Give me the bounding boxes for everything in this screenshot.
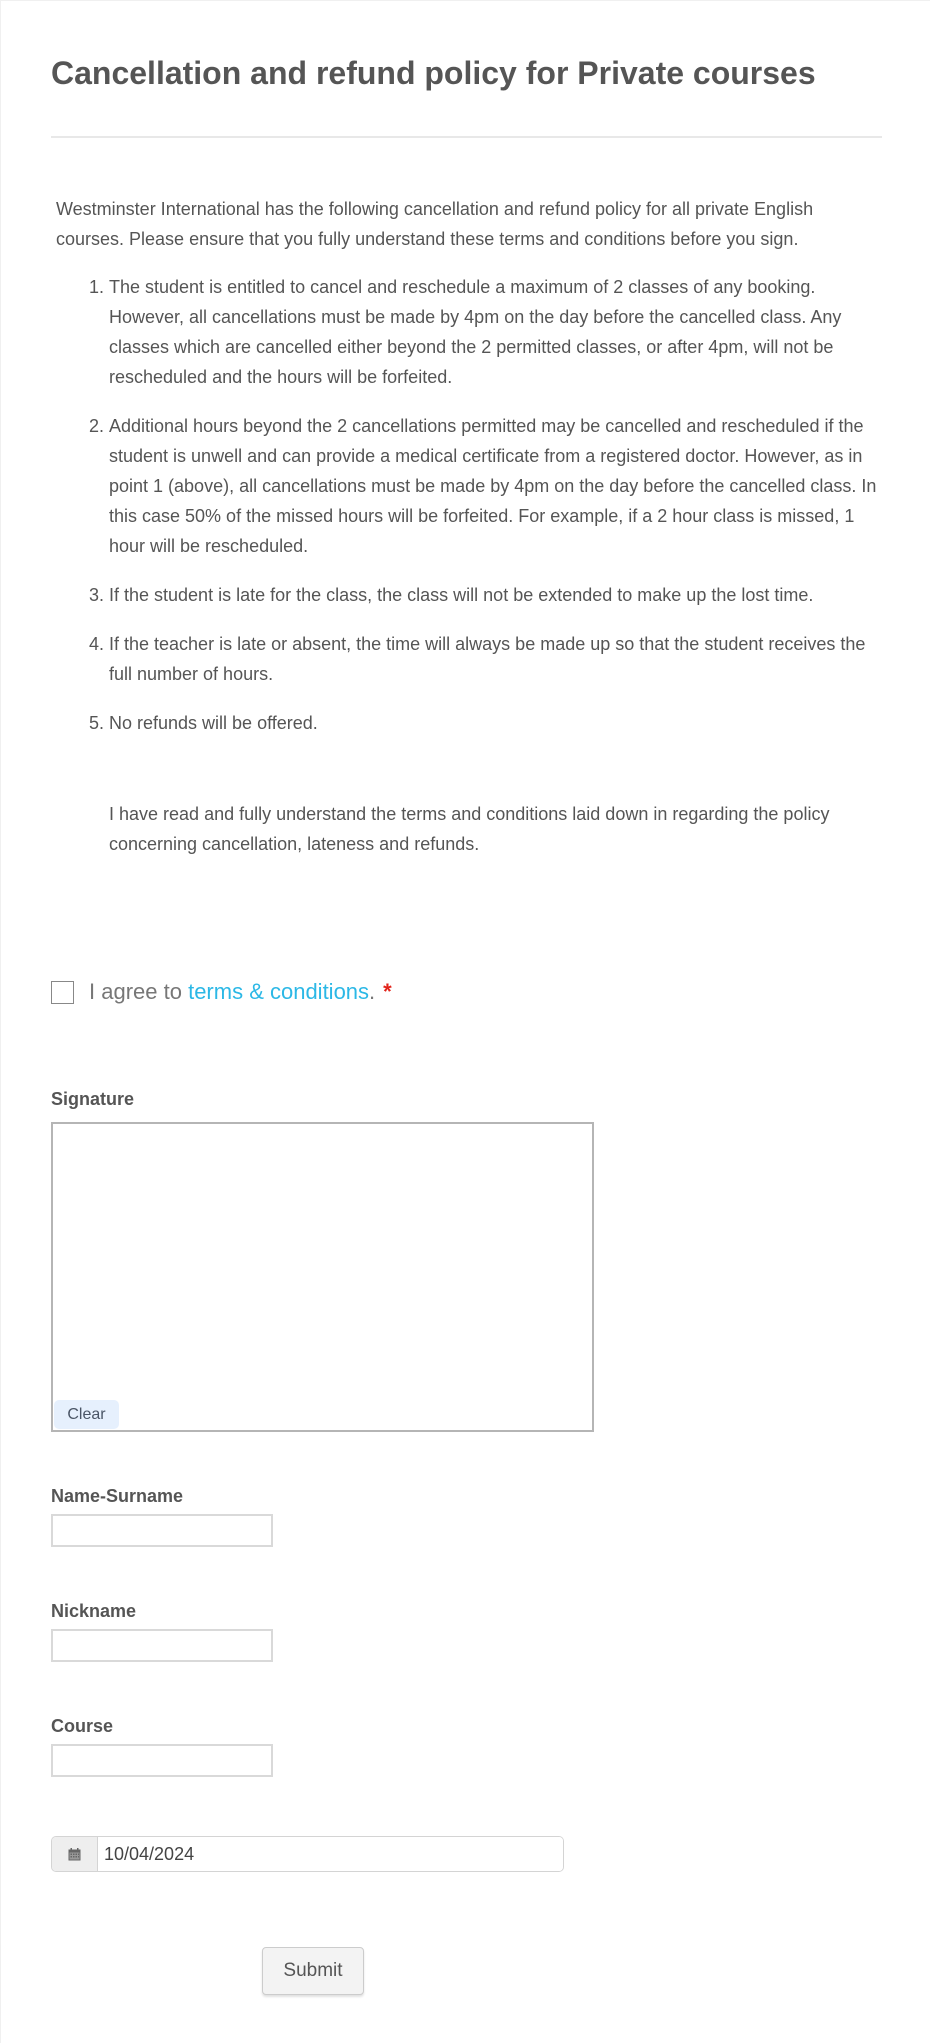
name-surname-input[interactable] [51, 1514, 273, 1547]
nickname-label: Nickname [51, 1601, 137, 1621]
policy-intro: Westminster International has the following cancellation and refund policy for all private English courses. Please ensure that you fully understand these terms and conditions before you sign. [56, 199, 814, 249]
terms-link[interactable]: terms & conditions [188, 979, 370, 1004]
policy-item: 3. If the student is late for the class, the class will not be extended to make up the lost time. [109, 580, 886, 610]
date-input[interactable] [98, 1837, 563, 1871]
page-title: Cancellation and refund policy for Private courses [51, 55, 816, 91]
date-field [51, 1836, 564, 1872]
name-surname-label: Name-Surname [51, 1486, 184, 1506]
signature-label: Signature [51, 1089, 135, 1109]
policy-list [56, 272, 886, 757]
nickname-input[interactable] [51, 1629, 273, 1662]
course-label: Course [51, 1716, 114, 1736]
agree-prefix: I agree to [89, 979, 189, 1004]
title-divider [51, 136, 882, 138]
submit-button[interactable]: Submit [262, 1947, 364, 1995]
policy-item: 2. Additional hours beyond the 2 cancellations permitted may be cancelled and rescheduled if the student is unwell and can provide a medical certificate from a registered doctor. However, as in point 1 (above), all cancellations must be made by 4pm on the day before the cancelled class. In this case 50% of the missed hours will be forfeited. For example, if a 2 hour class is missed, 1 hour will be rescheduled. [109, 411, 886, 561]
course-input[interactable] [51, 1744, 273, 1777]
acknowledgement-text: I have read and fully understand the terms and conditions laid down in regarding the policy concerning cancellation, lateness and refunds. [109, 804, 830, 854]
agree-suffix: . [369, 979, 376, 1004]
terms-agreement-row [51, 979, 392, 1005]
terms-checkbox[interactable] [51, 981, 74, 1004]
policy-item: 4. If the teacher is late or absent, the time will always be made up so that the student receives the full number of hours. [109, 629, 886, 689]
clear-signature-button[interactable]: Clear [54, 1400, 119, 1429]
signature-pad[interactable] [51, 1122, 594, 1432]
policy-item: 1. The student is entitled to cancel and reschedule a maximum of 2 classes of any booking. However, all cancellations must be made by 4pm on the day before the cancelled class. Any classes which are cancelled either beyond the 2 permitted classes, or after 4pm, will not be rescheduled and the hours will be forfeited. [109, 272, 886, 392]
required-asterisk: * [383, 979, 392, 1004]
calendar-icon[interactable] [52, 1837, 98, 1871]
policy-item: 5. No refunds will be offered. [109, 708, 886, 738]
